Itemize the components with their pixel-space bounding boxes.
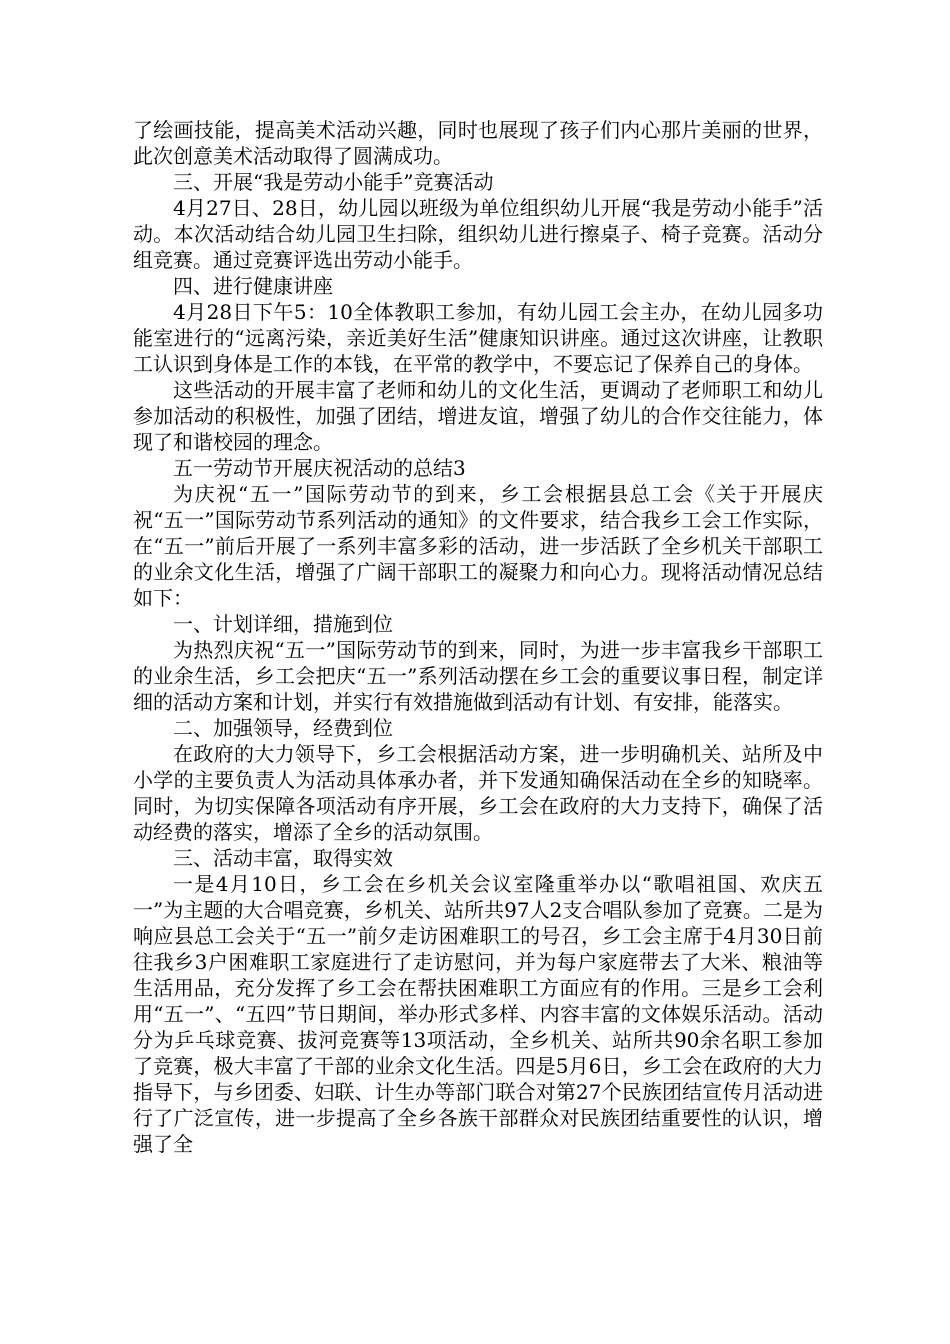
body-paragraph: 4月27日、28日，幼儿园以班级为单位组织幼儿开展“我是劳动小能手”活动。本次活动结合幼儿园卫生扫除，组织幼儿进行擦桌子、椅子竞赛。活动分组竞赛。通过竞赛评选出劳动小能手。 (133, 196, 823, 272)
paragraph-continuation: 了绘画技能，提高美术活动兴趣，同时也展现了孩子们内心那片美丽的世界，此次创意美术活动取得了圆满成功。 (133, 118, 823, 168)
body-paragraph: 在政府的大力领导下，乡工会根据活动方案，进一步明确机关、站所及中小学的主要负责人为活动具体承办者，并下发通知确保活动在全乡的知晓率。同时，为切实保障各项活动有序开展，乡工会在政府的大力支持下，确保了活动经费的落实，增添了全乡的活动氛围。 (133, 742, 823, 844)
section-heading: 四、进行健康讲座 (173, 274, 333, 298)
body-paragraph: 4月28日下午5：10全体教职工参加，有幼儿园工会主办，在幼儿园多功能室进行的“远离污染，亲近美好生活”健康知识讲座。通过这次讲座，让教职工认识到身体是工作的本钱，在平常的教学中，不要忘记了保养自己的身体。 (133, 300, 823, 376)
section-heading: 一、计划详细，措施到位 (173, 612, 393, 636)
body-paragraph: 这些活动的开展丰富了老师和幼儿的文化生活，更调动了老师职工和幼儿参加活动的积极性，加强了团结，增进友谊，增强了幼儿的合作交往能力，体现了和谐校园的理念。 (133, 378, 823, 454)
body-paragraph: 一是4月10日，乡工会在乡机关会议室隆重举办以“歌唱祖国、欢庆五一”为主题的大合唱竞赛，乡机关、站所共97人2支合唱队参加了竞赛。二是为响应县总工会关于“五一”前夕走访困难职工的号召，乡工会主席于4月30日前往我乡3户困难职工家庭进行了走访慰问，并为每户家庭带去了大米、粮油等生活用品，充分发挥了乡工会在帮扶困难职工方面应有的作用。三是乡工会利用“五一”、“五四”节日期间，举办形式多样、内容丰富的文体娱乐活动。活动分为乒乓球竞赛、拔河竞赛等13项活动，全乡机关、站所共90余名职工参加了竞赛，极大丰富了干部的业余文化生活。四是5月6日，乡工会在政府的大力指导下，与乡团委、妇联、计生办等部门联合对第27个民族团结宣传月活动进行了广泛宣传，进一步提高了全乡各族干部群众对民族团结重要性的认识，增强了全 (133, 872, 823, 1156)
body-paragraph: 为庆祝“五一”国际劳动节的到来，乡工会根据县总工会《关于开展庆祝“五一”国际劳动节系列活动的通知》的文件要求，结合我乡工会工作实际，在“五一”前后开展了一系列丰富多彩的活动，进一步活跃了全乡机关干部职工的业余文化生活，增强了广阔干部职工的凝聚力和向心力。现将活动情况总结如下： (133, 482, 823, 610)
section-heading: 二、加强领导，经费到位 (173, 716, 393, 740)
document-title: 五一劳动节开展庆祝活动的总结3 (173, 456, 466, 480)
document-page (133, 117, 823, 1157)
section-heading: 三、开展“我是劳动小能手”竞赛活动 (173, 170, 494, 194)
section-heading: 三、活动丰富，取得实效 (173, 846, 393, 870)
body-paragraph: 为热烈庆祝“五一”国际劳动节的到来，同时，为进一步丰富我乡干部职工的业余生活，乡工会把庆“五一”系列活动摆在乡工会的重要议事日程，制定详细的活动方案和计划，并实行有效措施做到活动有计划、有安排，能落实。 (133, 638, 823, 714)
